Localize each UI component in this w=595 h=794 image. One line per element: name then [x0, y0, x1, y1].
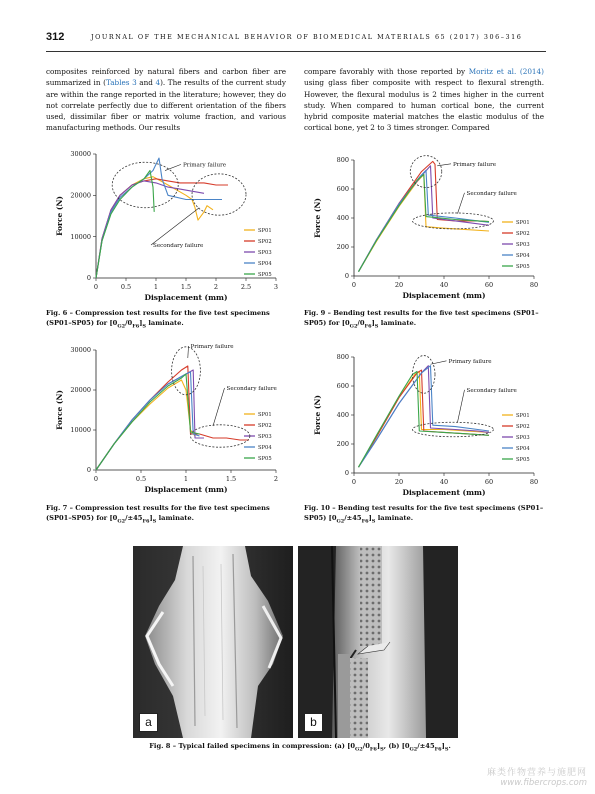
annotation-label: Secondary failure: [466, 387, 517, 394]
legend-label: SP04: [258, 445, 272, 451]
running-header: [46, 31, 546, 45]
x-tick-label: 2.5: [240, 283, 252, 291]
y-tick-label: 200: [336, 243, 349, 252]
y-tick-label: 10000: [70, 232, 91, 241]
y-tick-label: 400: [336, 411, 349, 420]
figure-7-caption: Fig. 7 – Compression test results for the five test specimens (SP01–SP05) for $[0_{G2}/\pm 45_{F6}]_S$ laminate.: [46, 504, 270, 525]
specimen-a-image: [133, 546, 293, 738]
x-tick-label: 1: [183, 475, 189, 483]
y-axis-label: Force (N): [55, 196, 64, 236]
figure-6-caption: Fig. 6 – Compression test results for the five test specimens (SP01–SP05) for $[0_{G2}/0_{F6}]_S$ laminate.: [46, 309, 270, 330]
y-tick-label: 200: [336, 440, 349, 449]
body-column-left: [46, 66, 286, 134]
annotation-arrow: [437, 164, 451, 166]
y-tick-label: 20000: [70, 191, 91, 200]
series-line-sp03: [96, 181, 204, 278]
y-tick-label: 800: [336, 156, 349, 165]
header-rule: [46, 51, 546, 52]
legend-label: SP02: [516, 424, 530, 430]
x-tick-label: 2: [273, 475, 279, 483]
x-tick-label: 40: [439, 281, 449, 289]
x-tick-label: 60: [484, 478, 494, 486]
x-tick-label: 20: [394, 281, 404, 289]
annotation-label: Secondary failure: [153, 243, 204, 249]
x-tick-label: 0: [351, 281, 357, 289]
y-tick-label: 600: [336, 382, 349, 391]
failed-specimen-photo-a: [133, 546, 293, 738]
figure-8-caption: Fig. 8 – Typical failed specimens in compression: (a) $[0_{G2}/0_{F6}]_S$, (b) $[0_{G2}/\pm 45_{F6}]_S$.: [149, 742, 451, 753]
x-tick-label: 0.5: [120, 283, 132, 291]
legend-label: SP04: [516, 446, 530, 452]
y-tick-label: 800: [336, 353, 349, 362]
y-tick-label: 0: [344, 272, 349, 281]
y-axis-label: Force (N): [313, 198, 322, 238]
site-watermark: 麻类作物营养与施肥网 www.fibercrops.com: [486, 768, 587, 788]
annotation-arrow: [213, 388, 225, 426]
y-axis-label: Force (N): [55, 390, 64, 430]
legend-label: SP05: [258, 456, 272, 462]
legend-label: SP03: [258, 250, 272, 256]
legend-label: SP05: [258, 272, 272, 278]
table-ref-link[interactable]: 4: [155, 78, 161, 88]
annotation-label: Primary failure: [183, 162, 227, 169]
series-line-sp02: [359, 370, 490, 467]
fig10-chart: [304, 349, 549, 499]
legend-label: SP02: [516, 231, 530, 237]
x-tick-label: 0: [93, 475, 99, 483]
fig7-chart: [46, 342, 291, 497]
y-tick-label: 0: [86, 466, 91, 475]
y-tick-label: 10000: [70, 426, 91, 435]
series-line-sp02: [96, 179, 228, 278]
paragraph: composites reinforced by natural fibers and carbon fiber are summarized in (Tables 3 and 4). The results of the current study are within the range reported in the literature; however, they do not correlate perfectly due to different orientation of the fibers used, dissimilar fiber or matrix volume fraction, and various manufacturing methods. Our results: [46, 67, 286, 133]
y-tick-label: 20000: [70, 386, 91, 395]
y-tick-label: 30000: [70, 150, 91, 159]
x-tick-label: 0: [93, 283, 99, 291]
y-axis-label: Force (N): [313, 395, 322, 435]
series-line-sp05: [96, 374, 200, 470]
x-tick-label: 2: [213, 283, 219, 291]
failed-specimen-photo-b: [298, 546, 458, 738]
series-line-sp05: [96, 171, 154, 279]
x-tick-label: 1.5: [180, 283, 192, 291]
annotation-arrow: [151, 208, 199, 245]
legend-label: SP03: [258, 434, 272, 440]
figure-6: [46, 146, 291, 301]
legend-label: SP01: [516, 413, 530, 419]
annotation-arrow: [188, 346, 189, 358]
annotation-arrow: [458, 390, 465, 422]
failure-region-ellipse: [172, 347, 201, 395]
x-tick-label: 1.5: [225, 475, 237, 483]
annotation-label: Secondary failure: [226, 386, 277, 392]
fig9-chart: [304, 152, 549, 302]
figure-7: [46, 342, 291, 497]
legend-label: SP01: [516, 220, 530, 226]
x-axis-label: Displacement (mm): [402, 291, 486, 300]
legend-label: SP02: [258, 239, 272, 245]
x-tick-label: 80: [529, 281, 539, 289]
fig6-chart: [46, 146, 291, 301]
table-ref-link[interactable]: Tables 3: [105, 78, 137, 88]
y-tick-label: 600: [336, 185, 349, 194]
annotation-arrow: [165, 164, 181, 170]
figure-10: [304, 349, 549, 499]
annotation-arrow: [458, 193, 465, 214]
figure-10-caption: Fig. 10 – Bending test results for the five test specimens (SP01–SP05) $[0_{G2}/\pm 45_{F6}]_S$ laminate.: [304, 504, 544, 525]
x-axis-label: Displacement (mm): [144, 293, 228, 302]
x-tick-label: 0.5: [135, 475, 147, 483]
annotation-label: Primary failure: [448, 358, 492, 365]
legend-label: SP02: [258, 423, 272, 429]
page-number: 312: [46, 31, 65, 43]
figure-9: [304, 152, 549, 302]
x-axis-label: Displacement (mm): [402, 488, 486, 497]
annotation-label: Secondary failure: [466, 190, 517, 197]
legend-label: SP04: [258, 261, 272, 267]
x-tick-label: 1: [153, 283, 159, 291]
annotation-label: Primary failure: [453, 161, 497, 168]
body-column-right: [304, 66, 544, 134]
specimen-b-image: [298, 546, 458, 738]
x-tick-label: 3: [273, 283, 279, 291]
legend-label: SP05: [516, 264, 530, 270]
legend-label: SP01: [258, 412, 272, 418]
photo-label-b: b: [304, 713, 323, 732]
failure-region-ellipse: [192, 174, 246, 215]
legend-label: SP05: [516, 457, 530, 463]
journal-title: JOURNAL OF THE MECHANICAL BEHAVIOR OF BIOMEDICAL MATERIALS 65 (2017) 306–316: [91, 33, 523, 41]
legend-label: SP04: [516, 253, 530, 259]
legend-label: SP03: [516, 242, 530, 248]
x-tick-label: 20: [394, 478, 404, 486]
legend-label: SP03: [516, 435, 530, 441]
y-tick-label: 0: [344, 469, 349, 478]
y-tick-label: 0: [86, 274, 91, 283]
x-tick-label: 60: [484, 281, 494, 289]
figure-9-caption: Fig. 9 – Bending test results for the five test specimens (SP01–SP05) for $[0_{G2}/0_{F6}]_S$ laminate.: [304, 309, 539, 330]
x-tick-label: 40: [439, 478, 449, 486]
y-tick-label: 400: [336, 214, 349, 223]
photo-label-a: a: [139, 713, 158, 732]
series-line-sp01: [96, 380, 195, 470]
citation-link[interactable]: Moritz et al. (2014): [468, 67, 544, 76]
x-axis-label: Displacement (mm): [144, 485, 228, 494]
y-tick-label: 30000: [70, 346, 91, 355]
annotation-label: Primary failure: [190, 344, 234, 350]
paragraph: compare favorably with those reported by Moritz et al. (2014) using glass fiber composite with respect to flexural strength. However, the flexural modulus is 2 times higher in the current study. When compared to human cortical bone, the current hybrid composite material matches the elastic modulus of the cortical bone, yet 2 to 3 times stronger. Compared: [304, 67, 544, 133]
legend-label: SP01: [258, 228, 272, 234]
series-line-sp03: [96, 370, 204, 470]
x-tick-label: 0: [351, 478, 357, 486]
x-tick-label: 80: [529, 478, 539, 486]
